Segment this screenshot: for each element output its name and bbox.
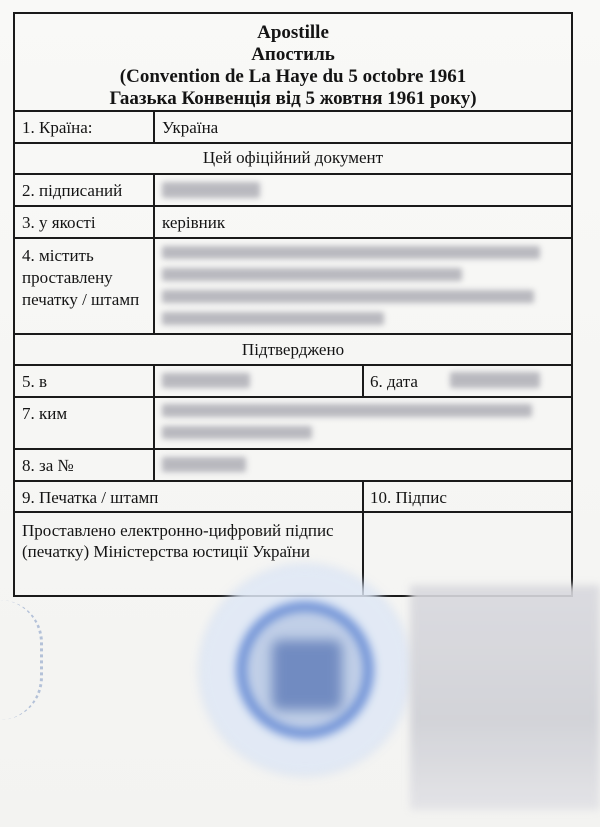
redacted-seal-line bbox=[162, 312, 384, 325]
redacted-authority bbox=[162, 404, 532, 417]
redacted-place bbox=[162, 373, 250, 388]
row-divider bbox=[13, 396, 573, 398]
column-divider bbox=[153, 173, 155, 333]
row-divider bbox=[13, 142, 573, 144]
column-divider bbox=[153, 110, 155, 143]
redacted-date bbox=[450, 372, 540, 388]
row-divider bbox=[13, 480, 573, 482]
redacted-authority bbox=[162, 426, 312, 439]
place-label: 5. в bbox=[22, 372, 48, 391]
country-value: Україна bbox=[162, 118, 219, 137]
header-title-ukr: Апостиль bbox=[251, 44, 335, 65]
redacted-signature bbox=[410, 585, 600, 810]
row-divider bbox=[13, 173, 573, 175]
document-title: Цей офіційний документ bbox=[202, 148, 384, 167]
row-divider bbox=[13, 237, 573, 239]
redacted-number bbox=[162, 457, 246, 472]
redacted-seal-line bbox=[162, 268, 462, 281]
column-divider bbox=[362, 480, 364, 597]
header-convention-fr: (Convention de La Haye du 5 octobre 1961 bbox=[119, 66, 467, 87]
date-label: 6. дата bbox=[370, 372, 418, 391]
header-convention-ukr: Гаазька Конвенція від 5 жовтня 1961 року) bbox=[109, 88, 477, 109]
redacted-seal-line bbox=[162, 290, 534, 303]
stamp-label: 9. Печатка / штамп bbox=[22, 488, 159, 507]
row-divider bbox=[13, 205, 573, 207]
by-label: 7. ким bbox=[22, 404, 68, 423]
signed-label: 2. підписаний bbox=[22, 181, 123, 200]
electronic-seal-text: Проставлено електронно-цифровий підпис (печатку) Міністерства юстиції України bbox=[22, 521, 334, 561]
partial-stamp-mark bbox=[0, 600, 43, 720]
redacted-seal-line bbox=[162, 246, 540, 259]
row-divider bbox=[13, 511, 573, 513]
capacity-value: керівник bbox=[162, 213, 226, 232]
row-divider bbox=[13, 364, 573, 366]
seal-label: 4. містить проставлену печатку / штамп bbox=[22, 246, 140, 309]
row-divider bbox=[13, 110, 573, 112]
stamp-emblem bbox=[272, 640, 342, 710]
redacted-signer bbox=[162, 182, 260, 198]
row-divider bbox=[13, 333, 573, 335]
column-divider bbox=[362, 364, 364, 397]
apostille-header bbox=[13, 22, 573, 110]
row-divider bbox=[13, 448, 573, 450]
confirmed-title: Підтверджено bbox=[241, 340, 345, 359]
country-label: 1. Країна: bbox=[22, 118, 93, 137]
number-label: 8. за № bbox=[22, 456, 74, 475]
signature-label: 10. Підпис bbox=[370, 488, 447, 507]
column-divider bbox=[153, 364, 155, 480]
header-title: Apostille bbox=[257, 22, 329, 43]
capacity-label: 3. у якості bbox=[22, 213, 96, 232]
